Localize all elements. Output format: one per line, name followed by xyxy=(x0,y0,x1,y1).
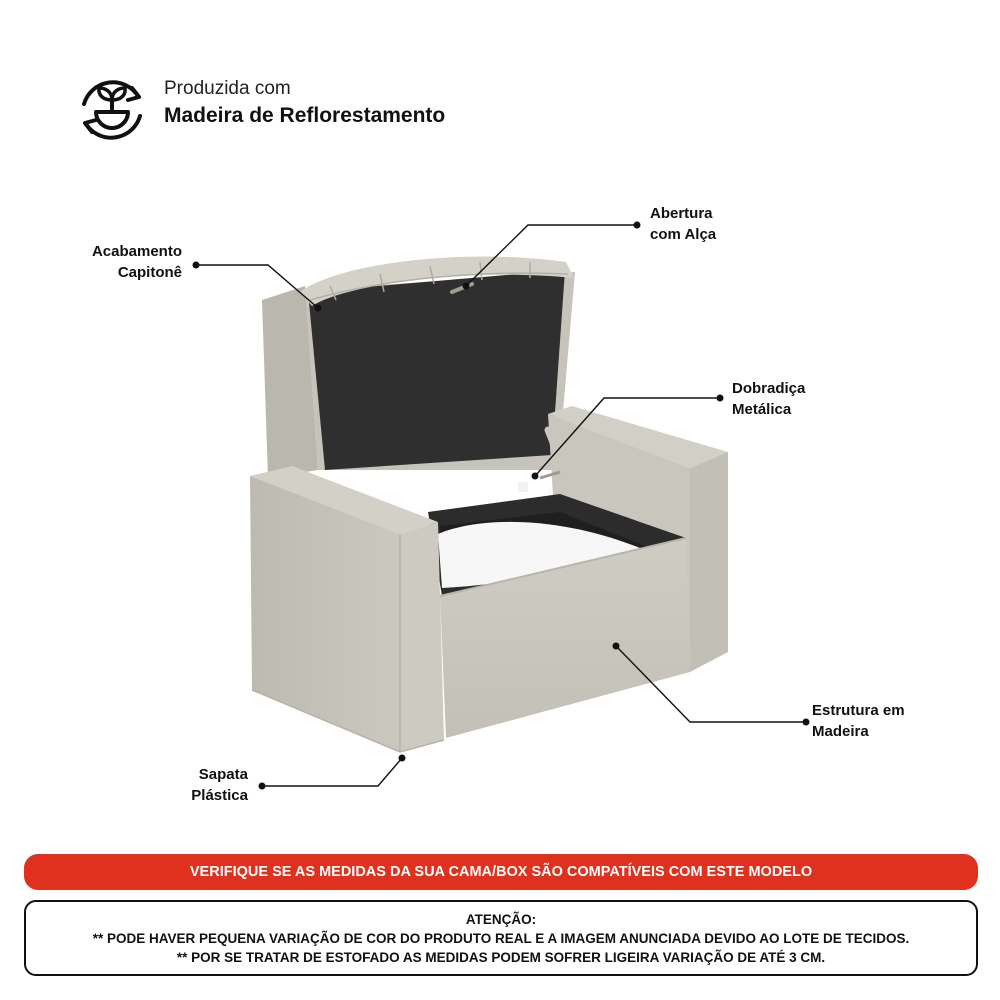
callout-dobradica-line2: Metálica xyxy=(732,401,792,418)
callout-sapata-line1: Sapata xyxy=(198,766,248,783)
callout-dobradica xyxy=(732,378,882,420)
notice-line-1: ** PODE HAVER PEQUENA VARIAÇÃO DE COR DO PRODUTO REAL E A IMAGEM ANUNCIADA DEVIDO AO LOTE DE TECIDOS. xyxy=(92,930,910,946)
callout-abertura-line2: com Alça xyxy=(650,226,717,243)
callout-estrutura-line2: Madeira xyxy=(812,723,869,740)
banner-text: VERIFIQUE SE AS MEDIDAS DA SUA CAMA/BOX SÃO COMPATÍVEIS COM ESTE MODELO xyxy=(189,864,813,880)
callout-abertura-line1: Abertura xyxy=(650,205,713,222)
callout-estrutura xyxy=(812,700,972,742)
callout-dobradica-line1: Dobradiça xyxy=(732,380,806,397)
callout-acabamento xyxy=(40,241,182,283)
open-lid xyxy=(262,257,575,478)
header-line-1: Produzida com xyxy=(164,78,291,99)
callout-sapata-line2: Plástica xyxy=(191,787,248,804)
callout-estrutura-line1: Estrutura em xyxy=(812,702,905,719)
header-line-2: Madeira de Reflorestamento xyxy=(164,104,446,127)
measurement-warning-banner xyxy=(24,854,978,890)
callout-acabamento-line2: Capitonê xyxy=(117,264,182,281)
callout-sapata xyxy=(120,764,248,806)
callout-acabamento-line1: Acabamento xyxy=(91,243,182,260)
attention-notice xyxy=(24,900,978,976)
notice-line-2: ** POR SE TRATAR DE ESTOFADO AS MEDIDAS PODEM SOFRER LIGEIRA VARIAÇÃO DE ATÉ 3 CM. xyxy=(176,949,826,965)
notice-title: ATENÇÃO: xyxy=(465,911,537,927)
left-arm xyxy=(250,466,444,752)
callout-abertura xyxy=(650,203,800,245)
